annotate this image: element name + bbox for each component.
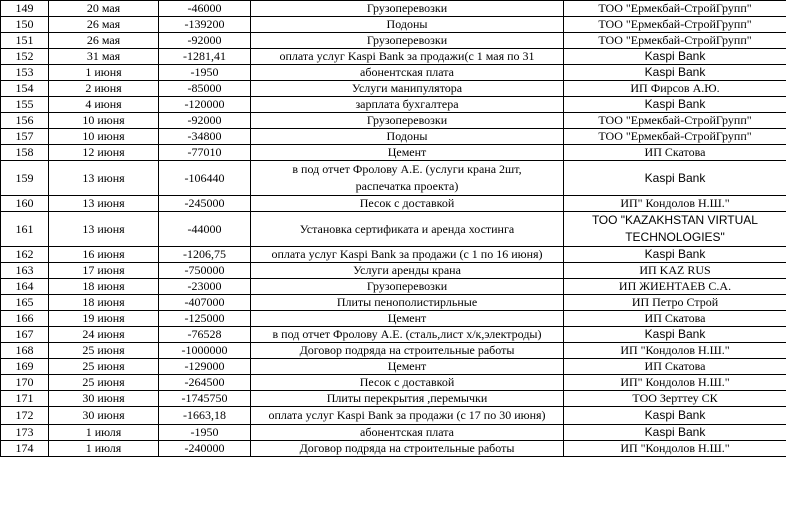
- row-amount: -1000000: [159, 343, 251, 359]
- table-row: [1, 65, 786, 81]
- row-number: 153: [1, 65, 49, 81]
- table-row: [1, 343, 786, 359]
- row-party: ТОО "Ермекбай-СтройГрупп": [564, 129, 786, 145]
- row-amount: -125000: [159, 311, 251, 327]
- row-amount: -92000: [159, 33, 251, 49]
- table-row: [1, 375, 786, 391]
- row-amount: -34800: [159, 129, 251, 145]
- row-number: 152: [1, 49, 49, 65]
- row-amount: -1950: [159, 425, 251, 441]
- row-description: в под отчет Фролову А.Е. (услуги крана 2шт, распечатка проекта): [251, 161, 564, 196]
- row-description: Грузоперевозки: [251, 279, 564, 295]
- row-number: 173: [1, 425, 49, 441]
- row-date: 25 июня: [49, 375, 159, 391]
- row-amount: -129000: [159, 359, 251, 375]
- row-date: 1 июля: [49, 441, 159, 457]
- row-description: оплата услуг Kaspi Bank за продажи (с 1 по 16 июня): [251, 247, 564, 263]
- row-description: Подоны: [251, 17, 564, 33]
- row-number: 169: [1, 359, 49, 375]
- row-party: ТОО "KAZAKHSTAN VIRTUAL TECHNOLOGIES": [564, 212, 786, 247]
- row-number: 172: [1, 407, 49, 425]
- row-party: ТОО "Ермекбай-СтройГрупп": [564, 17, 786, 33]
- row-amount: -77010: [159, 145, 251, 161]
- table-row: [1, 247, 786, 263]
- row-number: 174: [1, 441, 49, 457]
- row-party: ИП Скатова: [564, 359, 786, 375]
- row-party: ТОО "Ермекбай-СтройГрупп": [564, 113, 786, 129]
- row-number: 166: [1, 311, 49, 327]
- row-description: Песок с доставкой: [251, 375, 564, 391]
- row-date: 24 июня: [49, 327, 159, 343]
- row-date: 13 июня: [49, 196, 159, 212]
- table-row: [1, 425, 786, 441]
- row-party: ИП Скатова: [564, 145, 786, 161]
- table-row: [1, 145, 786, 161]
- row-number: 162: [1, 247, 49, 263]
- row-amount: -120000: [159, 97, 251, 113]
- table-row: [1, 327, 786, 343]
- row-date: 31 мая: [49, 49, 159, 65]
- row-amount: -750000: [159, 263, 251, 279]
- row-description: абонентская плата: [251, 65, 564, 81]
- row-description: Цемент: [251, 359, 564, 375]
- row-party: ИП "Кондолов Н.Ш.": [564, 441, 786, 457]
- row-amount: -106440: [159, 161, 251, 196]
- row-party: ИП Скатова: [564, 311, 786, 327]
- row-party: ИП ЖИЕНТАЕВ С.А.: [564, 279, 786, 295]
- row-description: Грузоперевозки: [251, 1, 564, 17]
- row-description: Услуги манипулятора: [251, 81, 564, 97]
- table-row: [1, 49, 786, 65]
- row-party: Kaspi Bank: [564, 407, 786, 425]
- row-description: Подоны: [251, 129, 564, 145]
- table-row: [1, 359, 786, 375]
- row-description: Грузоперевозки: [251, 33, 564, 49]
- row-date: 1 июня: [49, 65, 159, 81]
- table-row: [1, 1, 786, 17]
- row-description: Договор подряда на строительные работы: [251, 441, 564, 457]
- row-description: абонентская плата: [251, 425, 564, 441]
- row-party: Kaspi Bank: [564, 97, 786, 113]
- row-description: зарплата бухгалтера: [251, 97, 564, 113]
- row-amount: -245000: [159, 196, 251, 212]
- row-description: Плиты пенополистирльные: [251, 295, 564, 311]
- row-date: 13 июня: [49, 161, 159, 196]
- row-date: 10 июня: [49, 129, 159, 145]
- row-number: 161: [1, 212, 49, 247]
- row-number: 156: [1, 113, 49, 129]
- row-date: 1 июля: [49, 425, 159, 441]
- table-row: [1, 113, 786, 129]
- row-number: 160: [1, 196, 49, 212]
- row-party: ИП Фирсов А.Ю.: [564, 81, 786, 97]
- row-party: Kaspi Bank: [564, 65, 786, 81]
- table-row: [1, 212, 786, 247]
- row-party: ИП KAZ RUS: [564, 263, 786, 279]
- row-number: 167: [1, 327, 49, 343]
- table-row: [1, 161, 786, 196]
- row-date: 17 июня: [49, 263, 159, 279]
- row-date: 25 июня: [49, 343, 159, 359]
- row-number: 155: [1, 97, 49, 113]
- row-date: 26 мая: [49, 17, 159, 33]
- row-description: Песок с доставкой: [251, 196, 564, 212]
- row-amount: -1206,75: [159, 247, 251, 263]
- row-number: 165: [1, 295, 49, 311]
- row-date: 4 июня: [49, 97, 159, 113]
- row-date: 12 июня: [49, 145, 159, 161]
- row-amount: -23000: [159, 279, 251, 295]
- row-amount: -1950: [159, 65, 251, 81]
- table-row: [1, 81, 786, 97]
- row-description: оплата услуг Kaspi Bank за продажи(с 1 мая по 31: [251, 49, 564, 65]
- row-date: 16 июня: [49, 247, 159, 263]
- row-description: Цемент: [251, 145, 564, 161]
- row-date: 30 июня: [49, 391, 159, 407]
- row-party: Kaspi Bank: [564, 49, 786, 65]
- row-amount: -46000: [159, 1, 251, 17]
- row-number: 170: [1, 375, 49, 391]
- row-date: 10 июня: [49, 113, 159, 129]
- row-description: оплата услуг Kaspi Bank за продажи (с 17 по 30 июня): [251, 407, 564, 425]
- row-description: Установка сертификата и аренда хостинга: [251, 212, 564, 247]
- row-party: ТОО Зерттеу СК: [564, 391, 786, 407]
- row-description: Плиты перекрытия ,перемычки: [251, 391, 564, 407]
- row-amount: -139200: [159, 17, 251, 33]
- row-amount: -1745750: [159, 391, 251, 407]
- row-party: Kaspi Bank: [564, 425, 786, 441]
- row-date: 18 июня: [49, 279, 159, 295]
- row-party: ТОО "Ермекбай-СтройГрупп": [564, 1, 786, 17]
- table-row: [1, 407, 786, 425]
- row-party: ИП" Кондолов Н.Ш.": [564, 196, 786, 212]
- table-row: [1, 279, 786, 295]
- table-row: [1, 391, 786, 407]
- row-date: 26 мая: [49, 33, 159, 49]
- row-amount: -240000: [159, 441, 251, 457]
- row-date: 30 июня: [49, 407, 159, 425]
- table-row: [1, 129, 786, 145]
- row-date: 20 мая: [49, 1, 159, 17]
- row-number: 154: [1, 81, 49, 97]
- expense-table-body: [1, 1, 786, 457]
- row-number: 168: [1, 343, 49, 359]
- row-amount: -92000: [159, 113, 251, 129]
- row-description: Грузоперевозки: [251, 113, 564, 129]
- row-description: Цемент: [251, 311, 564, 327]
- row-description: Договор подряда на строительные работы: [251, 343, 564, 359]
- row-amount: -1663,18: [159, 407, 251, 425]
- row-number: 151: [1, 33, 49, 49]
- row-party: Kaspi Bank: [564, 327, 786, 343]
- row-amount: -76528: [159, 327, 251, 343]
- table-row: [1, 97, 786, 113]
- row-amount: -264500: [159, 375, 251, 391]
- row-amount: -44000: [159, 212, 251, 247]
- row-date: 19 июня: [49, 311, 159, 327]
- table-row: [1, 441, 786, 457]
- table-row: [1, 311, 786, 327]
- row-date: 2 июня: [49, 81, 159, 97]
- row-number: 159: [1, 161, 49, 196]
- table-row: [1, 295, 786, 311]
- table-row: [1, 33, 786, 49]
- row-party: ТОО "Ермекбай-СтройГрупп": [564, 33, 786, 49]
- row-date: 18 июня: [49, 295, 159, 311]
- row-party: ИП Петро Строй: [564, 295, 786, 311]
- row-amount: -85000: [159, 81, 251, 97]
- row-party: Kaspi Bank: [564, 161, 786, 196]
- row-number: 150: [1, 17, 49, 33]
- row-party: ИП "Кондолов Н.Ш.": [564, 343, 786, 359]
- row-party: Kaspi Bank: [564, 247, 786, 263]
- table-row: [1, 196, 786, 212]
- row-number: 158: [1, 145, 49, 161]
- row-number: 149: [1, 1, 49, 17]
- row-description: Услуги аренды крана: [251, 263, 564, 279]
- row-number: 164: [1, 279, 49, 295]
- row-amount: -407000: [159, 295, 251, 311]
- row-number: 157: [1, 129, 49, 145]
- row-number: 163: [1, 263, 49, 279]
- row-party: ИП" Кондолов Н.Ш.": [564, 375, 786, 391]
- row-number: 171: [1, 391, 49, 407]
- row-description: в под отчет Фролову А.Е. (сталь,лист х/к,электроды): [251, 327, 564, 343]
- table-row: [1, 17, 786, 33]
- row-date: 25 июня: [49, 359, 159, 375]
- table-row: [1, 263, 786, 279]
- row-date: 13 июня: [49, 212, 159, 247]
- row-amount: -1281,41: [159, 49, 251, 65]
